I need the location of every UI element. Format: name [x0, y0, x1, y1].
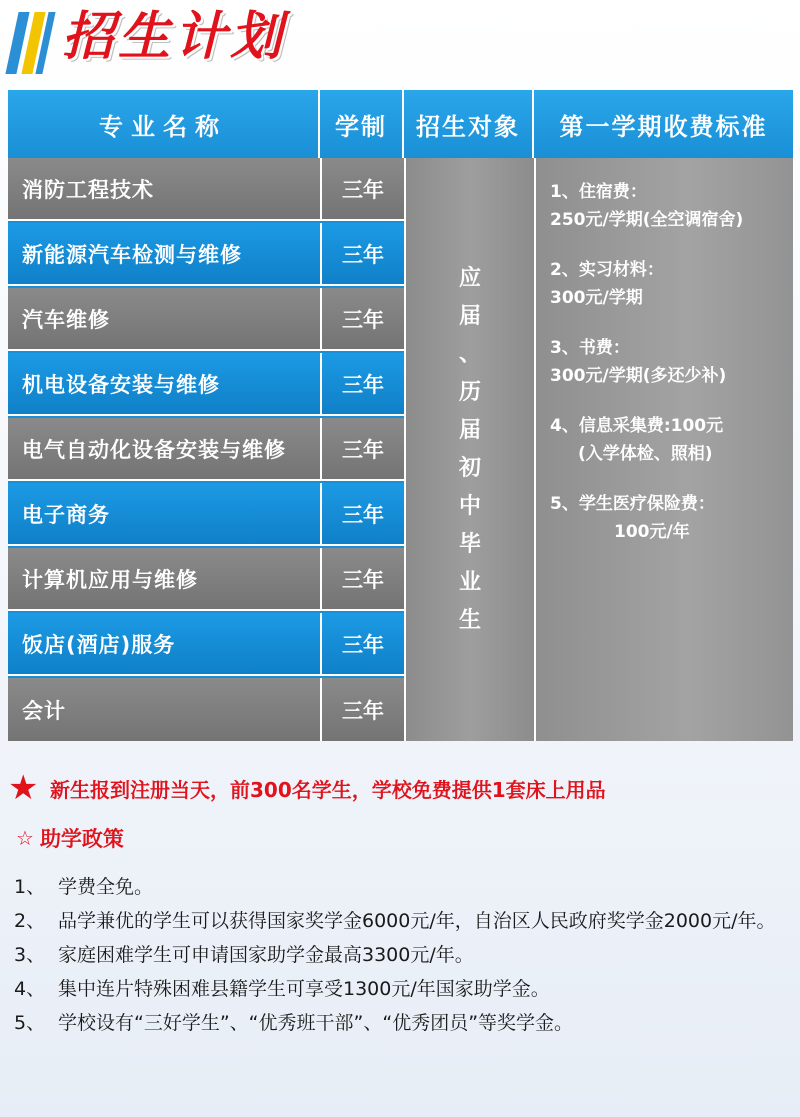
header-major-name: 专业名称: [8, 90, 320, 158]
target-char: 毕: [458, 531, 481, 557]
target-char: 业: [458, 569, 481, 595]
target-char: 届: [458, 417, 481, 443]
target-char: 、: [458, 341, 481, 367]
fee-item: [550, 178, 793, 234]
policy-heading: [16, 823, 124, 853]
policy-item: [14, 972, 794, 1006]
duration-cell: 三年: [320, 418, 404, 481]
policy-item-number: 3、: [14, 944, 46, 966]
policy-item-text: 品学兼优的学生可以获得国家奖学金6000元/年，自治区人民政府奖学金2000元/年。: [58, 910, 776, 932]
duration-cell: 三年: [320, 483, 404, 546]
target-students-cell: [404, 158, 534, 741]
major-name-cell: 汽车维修: [8, 288, 320, 351]
policy-item-text: 学校设有“三好学生”、“优秀班干部”、“优秀团员”等奖学金。: [58, 1012, 574, 1034]
fee-item-value: 250元/学期(全空调宿舍): [550, 210, 744, 230]
fee-item-value: 300元/学期: [550, 288, 643, 308]
policy-item-number: 2、: [14, 910, 46, 932]
policy-item: [14, 870, 794, 904]
major-name-cell: 消防工程技术: [8, 158, 320, 221]
major-name-cell: 电子商务: [8, 483, 320, 546]
policy-item: [14, 904, 794, 938]
fee-item-value: (入学体检、照相): [578, 444, 713, 464]
header-fee: 第一学期收费标准: [534, 90, 793, 158]
registration-notice: [8, 768, 798, 808]
fee-standard-cell: [534, 158, 793, 741]
header-duration: 学制: [320, 90, 404, 158]
policy-title: 助学政策: [39, 827, 124, 851]
duration-cell: 三年: [320, 223, 404, 286]
duration-cell: 三年: [320, 158, 404, 221]
major-name-cell: 会计: [8, 678, 320, 741]
major-name-cell: 饭店(酒店)服务: [8, 613, 320, 676]
target-char: 历: [458, 379, 481, 405]
policy-item-text: 家庭困难学生可申请国家助学金最高3300元/年。: [58, 944, 474, 966]
policy-item: [14, 938, 794, 972]
target-char: 应: [458, 265, 481, 291]
policy-item-number: 4、: [14, 978, 46, 1000]
duration-cell: 三年: [320, 288, 404, 351]
star-icon: ★: [8, 768, 39, 808]
fee-item-title: 2、实习材料：: [550, 260, 664, 280]
fee-item-value: 100元/年: [614, 522, 690, 542]
page-title: 招生计划: [62, 7, 287, 67]
major-name-cell: 新能源汽车检测与维修: [8, 223, 320, 286]
header-target: 招生对象: [404, 90, 534, 158]
fee-item-title: 3、书费：: [550, 338, 630, 358]
enrollment-table: [8, 90, 793, 741]
duration-cell: 三年: [320, 678, 404, 741]
target-char: 生: [458, 607, 481, 633]
policy-item-text: 学费全免。: [58, 876, 154, 898]
fee-item: [550, 490, 793, 546]
fee-item: [550, 334, 793, 390]
policy-item-text: 集中连片特殊困难县籍学生可享受1300元/年国家助学金。: [58, 978, 550, 1000]
fee-item-title: 4、信息采集费:100元: [550, 416, 724, 436]
duration-cell: 三年: [320, 613, 404, 676]
major-name-cell: 机电设备安装与维修: [8, 353, 320, 416]
notice-text: 新生报到注册当天，前300名学生，学校免费提供1套床上用品: [50, 777, 606, 802]
fee-item-title: 1、住宿费：: [550, 182, 647, 202]
duration-cell: 三年: [320, 548, 404, 611]
major-name-cell: 电气自动化设备安装与维修: [8, 418, 320, 481]
major-name-cell: 计算机应用与维修: [8, 548, 320, 611]
target-char: 初: [458, 455, 481, 481]
hollow-star-icon: ☆: [16, 826, 34, 850]
policy-list: [14, 870, 794, 1040]
target-char: 届: [458, 303, 481, 329]
fee-item: [550, 412, 793, 468]
fee-item-title: 5、学生医疗保险费：: [550, 494, 715, 514]
policy-item-number: 5、: [14, 1012, 46, 1034]
title-banner: [4, 2, 424, 80]
target-char: 中: [458, 493, 481, 519]
policy-item: [14, 1006, 794, 1040]
fee-item: [550, 256, 793, 312]
fee-item-value: 300元/学期(多还少补): [550, 366, 727, 386]
duration-cell: 三年: [320, 353, 404, 416]
policy-item-number: 1、: [14, 876, 46, 898]
